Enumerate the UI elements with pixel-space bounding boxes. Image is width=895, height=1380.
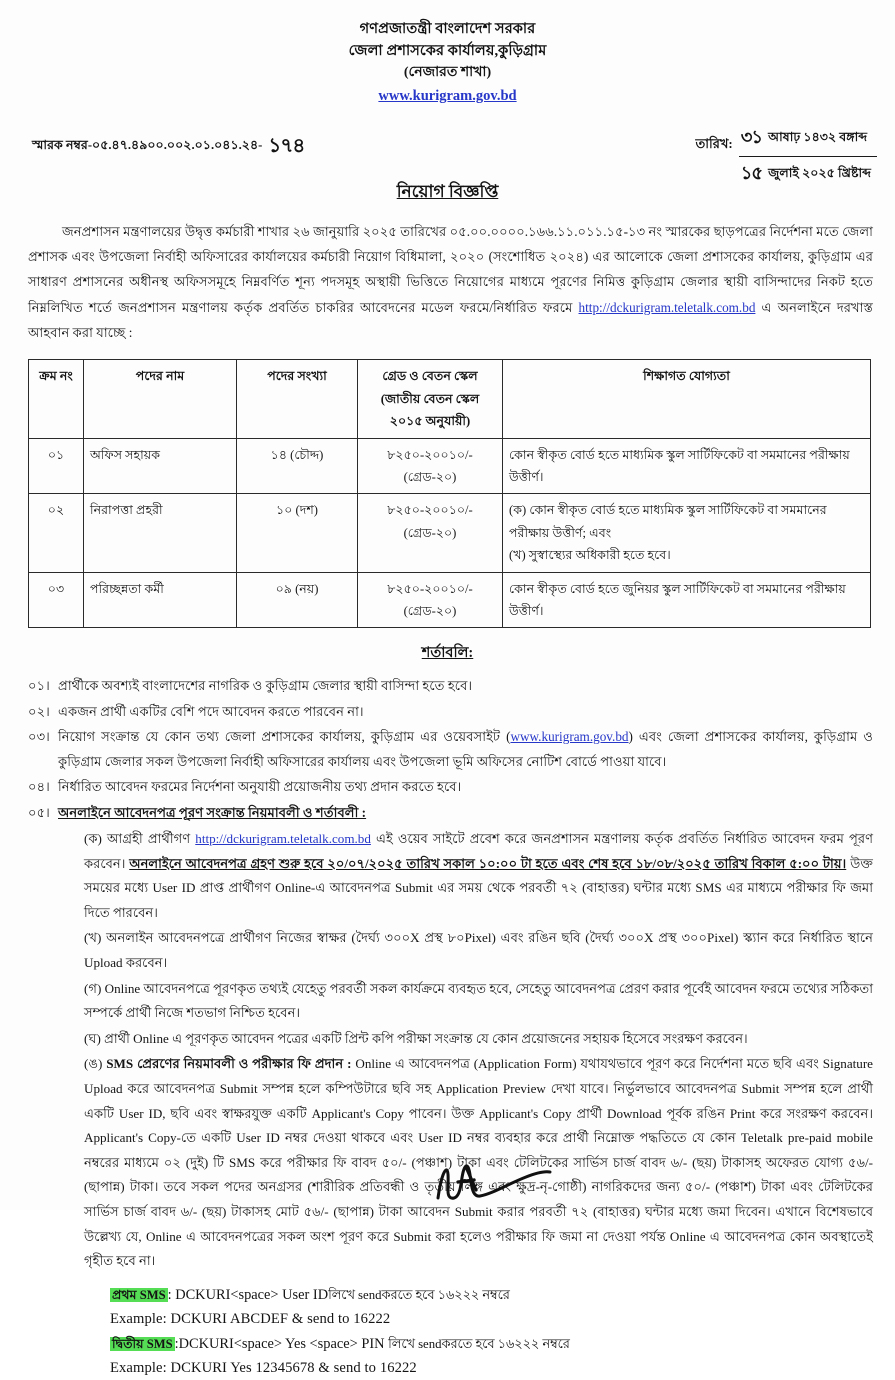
- header-post-name: পদের নাম: [84, 360, 237, 438]
- row-sl: ০২: [29, 494, 84, 572]
- signature: [430, 1158, 610, 1208]
- condition-item-5: [28, 801, 873, 825]
- header-grade: গ্রেড ও বেতন স্কেল (জাতীয় বেতন স্কেল ২০১৫ অনুযায়ী): [358, 360, 503, 438]
- header-qualification: শিক্ষাগত যোগ্যতা: [503, 360, 871, 438]
- condition-item-1: [28, 674, 873, 698]
- teletalk-link-ka[interactable]: http://dckurigram.teletalk.com.bd: [195, 830, 371, 846]
- sub-item-ga-text: Online আবেদনপত্রে পূরণকৃত তথ্যই যেহেতু পরবর্তী সকল কার্যক্রমে ব্যবহৃত হবে, সেহেতু আবেদনপত্র প্রেরণ করার পূর্বেই আবেদন ফরমে তথ্যের সঠিকতা সম্পর্কে প্রার্থী নিজে শতভাগ নিশ্চিত হবেন।: [84, 980, 873, 1021]
- row-grade-code: (গ্রেড-২০): [403, 469, 457, 484]
- sub-item-kha: [84, 926, 873, 975]
- sub-item-marker: (ঘ): [84, 1030, 101, 1046]
- office-name: জেলা প্রশাসকের কার্যালয়,কুড়িগ্রাম: [348, 43, 547, 60]
- conditions-title: শর্তাবলি:: [421, 645, 474, 662]
- row-post-count: ১৪ (চৌদ্দ): [237, 438, 358, 494]
- memo-number-label: স্মারক নম্বর-০৫.৪৭.৪৯০০.০০২.০১.০৪১.২৪-: [32, 137, 263, 152]
- date-stack: [739, 121, 873, 192]
- row-post-name: অফিস সহায়ক: [84, 438, 237, 494]
- row-grade-scale: ৮২৫০-২০০১০/-: [387, 447, 473, 462]
- conditions-list: [28, 674, 873, 825]
- sub-item-ga: [84, 977, 873, 1026]
- date-bangla-text: আষাঢ় ১৪৩২ বঙ্গাব্দ: [768, 129, 868, 144]
- row-sl: ০৩: [29, 572, 84, 628]
- condition-text-after-link: ) এবং জেলা প্রশাসকের কার্যালয়, কুড়িগ্রাম ও কুড়িগ্রাম জেলার সকল উপজেলা নির্বাহী অফিসারের কার্যালয় এবং উপজেলা ভূমি অফিসের নোটিশ বোর্ডে পাওয়া যাবে।: [58, 729, 873, 769]
- second-sms-suffix: লিখে send: [388, 1336, 442, 1351]
- second-sms-label: দ্বিতীয় SMS: [112, 1336, 173, 1351]
- sub-item-uo-text: Online এ আবেদনপত্র (Application Form) যথাযথভাবে পূরণ করে নির্দেশনা মতে ছবি এবং Signature Upload করে আবেদনপত্র Submit সম্পন্ন হলে কম্পিউটারে ছবি সহ Application Preview দেখা যাবে। নির্ভুলভাবে আবেদনপত্র Submit সম্পন্ন হলে প্রার্থী একটি User ID, ছবি এবং স্বাক্ষরযুক্ত একটি Applicant's Copy পাবেন। উক্ত Applicant's Copy প্রার্থী Download পূর্বক রঙিন Print করে সংরক্ষণ করবেন। Applicant's Copy-তে একটি User ID নম্বর দেওয়া থাকবে এবং User ID নম্বর ব্যবহার করে প্রার্থী নিম্নোক্ত পদ্ধতিতে যে কোন Teletalk pre-paid mobile নম্বরের মাধ্যমে ০২ (দুই) টি SMS করে পরীক্ষার ফি বাবদ ৫০/- (পঞ্চাশ) টাকা এবং টেলিটকের সার্ভিস চার্জ বাবদ ৬/- (ছয়) টাকাসহ অফেরত যোগ্য ৫৬/- (ছাপান্ন) টাকা। তবে সকল পদের অনগ্রসর (শারীরিক প্রতিবন্ধী ও তৃতীয় লিঙ্গ এবং ক্ষুদ্র-নৃ-গোষ্ঠী) নাগরিকদের জন্য ৫০/- (পঞ্চাশ) টাকা এবং টেলিটকের সার্ভিস চার্জ বাবদ ৬/- (ছয়) টাকাসহ মোট ৫৬/- (ছাপান্ন) টাকা আবেদন Submit করার পরবর্তী ৭২ (বাহাত্তর) ঘন্টার মধ্যে জমা দিবেন। এখানে বিশেষভাবে উল্লেখ্য যে, Online এ আবেদনপত্রের সকল অংশ পূরণ করে Submit করা হলেও পরীক্ষার ফি জমা না দেওয়া পর্যন্ত Online এ আবেদনপত্র কোন অবস্থাতেই গৃহীত হবে না।: [84, 1056, 873, 1269]
- intro-text-part2: এ অনলাইনে দরখাস্ত আহবান করা যাচ্ছে :: [28, 299, 873, 341]
- qualification-line: (খ) সুস্বাস্থ্যের অধিকারী হতে হবে।: [509, 548, 671, 563]
- intro-paragraph: [28, 219, 873, 346]
- sub-item-marker: (ঙ): [84, 1056, 103, 1072]
- sub-item-ka-text1: আগ্রহী প্রার্থীগণ: [107, 830, 196, 846]
- row-post-name: নিরাপত্তা প্রহরী: [84, 494, 237, 572]
- date-block: [695, 121, 873, 192]
- row-grade: [358, 438, 503, 494]
- condition-text-before-link: নিয়োগ সংক্রান্ত যে কোন তথ্য জেলা প্রশাসকের কার্যালয়, কুড়িগ্রাম এর ওয়েবসাইট (: [58, 729, 511, 745]
- condition-number: ০৪।: [28, 779, 50, 795]
- row-grade-scale: ৮২৫০-২০০১০/-: [387, 581, 473, 596]
- jobs-table-wrapper: [28, 359, 871, 628]
- sms-rules-heading: SMS প্রেরণের নিয়মাবলী ও পরীক্ষার ফি প্রদান :: [106, 1056, 352, 1072]
- sub-item-marker: (গ): [84, 980, 102, 996]
- condition-text: [58, 725, 873, 774]
- date-label: তারিখ:: [695, 135, 733, 151]
- row-qualification: [503, 438, 871, 494]
- sub-item-ka: [84, 827, 873, 925]
- row-sl: ০১: [29, 438, 84, 494]
- branch-name: (নেজারত শাখা): [403, 65, 492, 81]
- condition-item-3: [28, 725, 873, 774]
- date-english-text: জুলাই ২০২৫ খ্রিষ্টাব্দ: [768, 165, 871, 180]
- condition-text: নির্ধারিত আবেদন ফরমের নির্দেশনা অনুযায়ী প্রয়োজনীয় তথ্য প্রদান করতে হবে।: [58, 779, 462, 795]
- sub-item-ka-text2: এই ওয়েব সাইটে প্রবেশ করে জনপ্রশাসন মন্ত্রণালয় কর্তৃক প্রবর্তিত নির্ধারিত আবেদন ফরম পূরণ করবেন।: [84, 830, 873, 871]
- sub-item-marker: (ক): [84, 830, 102, 846]
- second-sms-suffix2: করতে হবে ১৬২২২ নম্বরে: [441, 1336, 570, 1351]
- header-post-count: পদের সংখ্যা: [237, 360, 358, 438]
- condition-item-2: [28, 700, 873, 724]
- condition-5-heading: অনলাইনে আবেদনপত্র পূরণ সংক্রান্ত নিয়মাবলী ও শর্তাবলী :: [58, 804, 367, 820]
- date-bangla: [739, 121, 877, 157]
- date-english: [739, 157, 873, 192]
- intro-text-part1: জনপ্রশাসন মন্ত্রণালয়ের উদ্বৃত্ত কর্মচারী শাখার ২৬ জানুয়ারি ২০২৫ তারিখের ০৫.০০.০০০০.১৬৬.১১.০১১.১৫-১৩ নং স্মারকের ছাড়পত্রের নির্দেশনা মতে জেলা প্রশাসক এবং উপজেলা নির্বাহী অফিসারের কার্যালয়ের কর্মচারী নিয়োগ বিধিমালা, ২০২০ (সংশোধিত ২০২৪) এর আলোকে জেলা প্রশাসকের কার্যালয়, কুড়িগ্রাম এর সাধারণ প্রশাসনের অধীনস্থ অফিসসমূহে নিম্নবর্ণিত শূন্য পদসমূহ অস্থায়ী ভিত্তিতে নিয়োগের মাধ্যমে পূরণের নিমিত্ত কুড়িগ্রাম জেলার স্থায়ী বাসিন্দাদের নিকট হতে নিম্নলিখিত শর্তে জনপ্রশাসন মন্ত্রণালয় কর্তৃক প্রবর্তিত চাকরির আবেদনের মডেল ফরমে/নির্ধারিত ফরমে: [28, 223, 873, 315]
- letterhead-website-link[interactable]: www.kurigram.gov.bd: [378, 88, 517, 105]
- table-row: [29, 572, 871, 628]
- letterhead: [0, 0, 895, 109]
- first-sms-label: প্রথম SMS: [112, 1287, 166, 1302]
- row-grade: [358, 572, 503, 628]
- memo-row: [0, 121, 895, 184]
- memo-number: [32, 131, 304, 164]
- kurigram-website-link[interactable]: www.kurigram.gov.bd: [510, 729, 629, 745]
- header-sl: ক্রম নং: [29, 360, 84, 438]
- first-sms-format: : DCKURI<space> User ID: [167, 1286, 329, 1303]
- date-english-number: ১৫: [740, 162, 763, 184]
- first-sms-line: [110, 1284, 873, 1307]
- row-qualification: [503, 572, 871, 628]
- sub-item-gha-text: প্রার্থী Online এ পূরণকৃত আবেদন পত্রের একটি প্রিন্ট কপি পরীক্ষা সংক্রান্ত যে কোন প্রয়োজনের সহায়ক হিসেবে সংরক্ষণ করবেন।: [104, 1030, 748, 1046]
- jobs-table-body: [29, 438, 871, 628]
- table-row: [29, 494, 871, 572]
- row-grade-code: (গ্রেড-২০): [403, 604, 457, 619]
- sub-item-marker: (খ): [84, 930, 102, 946]
- second-sms-format: :DCKURI<space> Yes <space> PIN: [174, 1335, 389, 1352]
- memo-number-handwritten: ১৭৪: [268, 132, 305, 157]
- qualification-line: (ক) কোন স্বীকৃত বোর্ড হতে মাধ্যমিক স্কুল সার্টিফিকেট বা সমমানের পরীক্ষায় উত্তীর্ণ; এবং: [509, 503, 827, 540]
- row-grade: [358, 494, 503, 572]
- condition-number: ০২।: [28, 703, 50, 719]
- qualification-line: কোন স্বীকৃত বোর্ড হতে মাধ্যমিক স্কুল সার্টিফিকেট বা সমমানের পরীক্ষায় উত্তীর্ণ।: [509, 447, 850, 484]
- condition-number: ০১।: [28, 678, 50, 694]
- row-post-name: পরিচ্ছন্নতা কর্মী: [84, 572, 237, 628]
- first-sms-example: Example: DCKURI ABCDEF & send to 16222: [110, 1311, 391, 1328]
- condition-number: ০৩।: [28, 729, 50, 745]
- second-sms-line: [110, 1333, 873, 1356]
- date-bangla-number: ৩১: [740, 126, 763, 148]
- row-post-count: ০৯ (নয়): [237, 572, 358, 628]
- condition-text: একজন প্রার্থী একটির বেশি পদে আবেদন করতে পারবেন না।: [58, 703, 364, 719]
- condition-item-4: [28, 775, 873, 799]
- row-post-count: ১০ (দশ): [237, 494, 358, 572]
- application-dates-highlight: অনলাইনে আবেদনপত্র গ্রহণ শুরু হবে ২০/০৭/২০২৫ তারিখ সকাল ১০:০০ টা হতে এবং শেষ হবে ১৮/০৮/২০২৫ তারিখ বিকাল ৫:০০ টায়।: [129, 855, 847, 871]
- signature-mark: [430, 1158, 610, 1208]
- first-sms-suffix2: করতে হবে ১৬২২২ নম্বরে: [381, 1287, 510, 1302]
- condition-text: প্রার্থীকে অবশ্যই বাংলাদেশের নাগরিক ও কুড়িগ্রাম জেলার স্থায়ী বাসিন্দা হতে হবে।: [58, 678, 473, 694]
- table-row: [29, 438, 871, 494]
- second-sms-example: Example: DCKURI Yes 12345678 & send to 16222: [110, 1360, 417, 1377]
- table-header-row: [29, 360, 871, 438]
- sms-instructions: [110, 1284, 873, 1380]
- row-qualification: [503, 494, 871, 572]
- first-sms-suffix: লিখে send: [328, 1287, 382, 1302]
- row-grade-code: (গ্রেড-২০): [403, 525, 457, 540]
- page-title: নিয়োগ বিজ্ঞপ্তি: [396, 181, 499, 201]
- row-grade-scale: ৮২৫০-২০০১০/-: [387, 503, 473, 518]
- sub-item-ka-text3: উক্ত সময়ের মধ্যে User ID প্রাপ্ত প্রার্থীগণ Online-এ আবেদনপত্র Submit এর সময় থেকে পরবর্তী ৭২ (বাহাত্তর) ঘন্টার মধ্যে SMS এর মাধ্যমে পরীক্ষার ফি জমা দিতে পারবেন।: [84, 855, 873, 920]
- govt-name: গণপ্রজাতন্ত্রী বাংলাদেশ সরকার: [359, 21, 536, 37]
- qualification-line: কোন স্বীকৃত বোর্ড হতে জুনিয়র স্কুল সার্টিফিকেট বা সমমানের পরীক্ষায় উত্তীর্ণ।: [509, 581, 846, 619]
- sub-item-kha-text: অনলাইন আবেদনপত্রে প্রার্থীগণ নিজের স্বাক্ষর (দৈর্ঘ্য ৩০০X প্রস্থ ৮০Pixel) এবং রঙিন ছবি (দৈর্ঘ্য ৩০০X প্রস্থ ৩০০Pixel) স্ক্যান করে নির্ধারিত স্থানে Upload করবেন।: [84, 930, 873, 970]
- sub-item-gha: [84, 1027, 873, 1052]
- jobs-table-head: [29, 360, 871, 438]
- condition-number: ০৫।: [28, 804, 50, 820]
- jobs-table: [28, 359, 871, 628]
- teletalk-application-link[interactable]: http://dckurigram.teletalk.com.bd: [578, 299, 756, 315]
